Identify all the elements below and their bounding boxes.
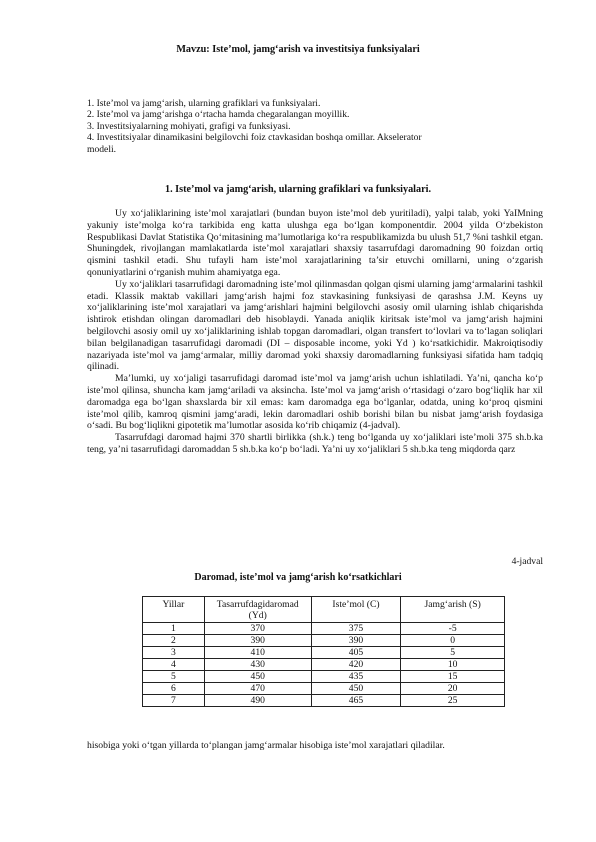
table-cell: 15 — [401, 671, 505, 683]
table-title: Daromad, iste’mol va jamg‘arish ko‘rsatkichlari — [194, 572, 402, 583]
table-row — [143, 671, 505, 683]
table-number-label: 4-jadval — [511, 556, 543, 567]
table-header-cell: Jamg‘arish (S) — [401, 597, 505, 623]
plan-item: 4. Investitsiyalar dinamikasini belgilovchi foiz ctavkasidan boshqa omillar. Akselerator — [87, 132, 422, 144]
data-table — [142, 596, 505, 707]
table-row — [143, 695, 505, 707]
table-cell: 405 — [311, 647, 401, 659]
table-cell: 390 — [204, 635, 311, 647]
table-row — [143, 659, 505, 671]
body-text — [87, 208, 543, 456]
table-cell: 430 — [204, 659, 311, 671]
table-cell: 470 — [204, 683, 311, 695]
plan-item: 1. Iste’mol va jamg‘arish, ularning grafiklari va funksiyalari. — [87, 98, 321, 109]
paragraph: Uy xo‘jaliklarining iste’mol xarajatlari (bundan buyon iste’mol deb yuritiladi), yalpi talab, yoki YaIMning yakuniy iste’molga ko‘ra tarkibida eng katta ulushga ega bo‘lgan komponentdir. 2004 yilda O‘zbekiston Respublikasi Davlat Statistika Qo‘mitasining ma’lumotlariga ko‘ra respublikamizda bu ulush 51,7 %ni tashkil etgan. Shuningdek, rivojlangan mamlakatlarda iste’mol xarajatlari shaxsiy tasarrufdagi daromadning 90 foizdan ortiq qismini tashkil etadi. Shu tufayli ham iste’mol xarajatlarining ta’sir etuvchi omillarni, uning o‘zgarish qonuniyatlarini o‘rganish muhim ahamiyatga ega. — [87, 208, 543, 278]
table-header-cell: Iste’mol (C) — [311, 597, 401, 623]
closing-paragraph: hisobiga yoki o‘tgan yillarda to‘plangan jamg‘armalar hisobiga iste’mol xarajatlari qiladilar. — [87, 740, 445, 751]
table-cell: 1 — [143, 623, 205, 635]
table-cell: 410 — [204, 647, 311, 659]
table-cell: 3 — [143, 647, 205, 659]
table-header-cell: Yillar — [143, 597, 205, 623]
paragraph: Uy xo‘jaliklari tasarrufidagi daromadning iste’mol qilinmasdan qolgan qismi ularning jamg‘armalarini tashkil etadi. Klassik maktab vakillari jamg‘arish hajmi foz stavkasining funksiyasi de qarashsa J.M. Keyns uy xo‘jaliklarining iste’mol xarajatlari va jamg‘arishlari hajmini belgilovchi asosiy omil ularning ishlab chiqarishda ishtirok etishdan olingan daromadlari deb hisoblaydi. Yanada aniqlik kiritsak iste’mol va jamg‘arish hajmini belgilovchi asosiy omil uy xo‘jaliklarining ishlab topgan daromadlari, olgan transfert to‘lovlari va to‘lagan soliqlari bilan belgilanadigan tasarrufidagi daromadi (DI – disposable income, yoki Yd ) ko‘rsatkichidir. Makroiqtisodiy nazariyada iste’mol va jamg‘armalar, milliy daromad yoki shaxsiy daromadlarning funksiyasi sifatida ham tadqiq qilinadi. — [87, 278, 543, 373]
table-row — [143, 623, 505, 635]
table-cell: 370 — [204, 623, 311, 635]
table-cell: 375 — [311, 623, 401, 635]
table-row — [143, 647, 505, 659]
table-cell: 10 — [401, 659, 505, 671]
table-cell: 4 — [143, 659, 205, 671]
table-cell: 420 — [311, 659, 401, 671]
table-header-cell: Tasarrufdagidaromad (Yd) — [204, 597, 311, 623]
table-cell: 465 — [311, 695, 401, 707]
paragraph: Ma’lumki, uy xo‘jaligi tasarrufidagi daromad iste’mol va jamg‘arish uchun ishlatiladi. Ya’ni, qancha ko‘p iste’mol qilinsa, shuncha kam jamg‘ariladi va aksincha. Iste’mol va jamg‘arish o‘rtasidagi o‘zaro bog‘liqlik har xil daromadga ega bo‘lgan shaxslarda bir xil emas: kam daromadga ega bo‘lganlar, odatda, uning ko‘proq qismini iste’mol qilib, kamroq qismini jamg‘aradi, lekin daromadlari oshib borishi bilan bu nisbat jamg‘arish foydasiga o‘sadi. Bu bog‘liqlikni gipotetik ma’lumotlar asosida ko‘rib chiqamiz (4-jadval). — [87, 373, 543, 432]
table-cell: 20 — [401, 683, 505, 695]
plan-item: 3. Investitsiyalarning mohiyati, grafigi va funksiyasi. — [87, 120, 291, 132]
plan-item: modeli. — [87, 143, 117, 155]
table-header-row — [143, 597, 505, 623]
table-cell: 435 — [311, 671, 401, 683]
table-cell: 0 — [401, 635, 505, 647]
table-cell: 450 — [311, 683, 401, 695]
table-cell: 5 — [143, 671, 205, 683]
table-row — [143, 635, 505, 647]
table-cell: 7 — [143, 695, 205, 707]
plan-item: 2. Iste’mol va jamg‘arishga o‘rtacha hamda chegaralangan moyillik. — [87, 109, 350, 121]
document-title: Mavzu: Iste’mol, jamg‘arish va investitsiya funksiyalari — [176, 44, 420, 55]
table-cell: 490 — [204, 695, 311, 707]
table-row — [143, 683, 505, 695]
table-cell: 5 — [401, 647, 505, 659]
table-cell: 2 — [143, 635, 205, 647]
table-cell: 25 — [401, 695, 505, 707]
topic-plan-list — [87, 98, 527, 155]
table-cell: -5 — [401, 623, 505, 635]
table-cell: 450 — [204, 671, 311, 683]
section-heading: 1. Iste’mol va jamg‘arish, ularning grafiklari va funksiyalari. — [164, 184, 431, 195]
table-cell: 390 — [311, 635, 401, 647]
paragraph: Tasarrufdagi daromad hajmi 370 shartli birlikka (sh.k.) teng bo‘lganda uy xo‘jaliklari iste’moli 375 sh.b.ka teng, ya’ni tasarrufidagi daromaddan 5 sh.b.ka ko‘p bo‘ladi. Ya’ni uy xo‘jaliklari 5 sh.b.ka teng miqdorda qarz — [87, 432, 543, 455]
table-cell: 6 — [143, 683, 205, 695]
